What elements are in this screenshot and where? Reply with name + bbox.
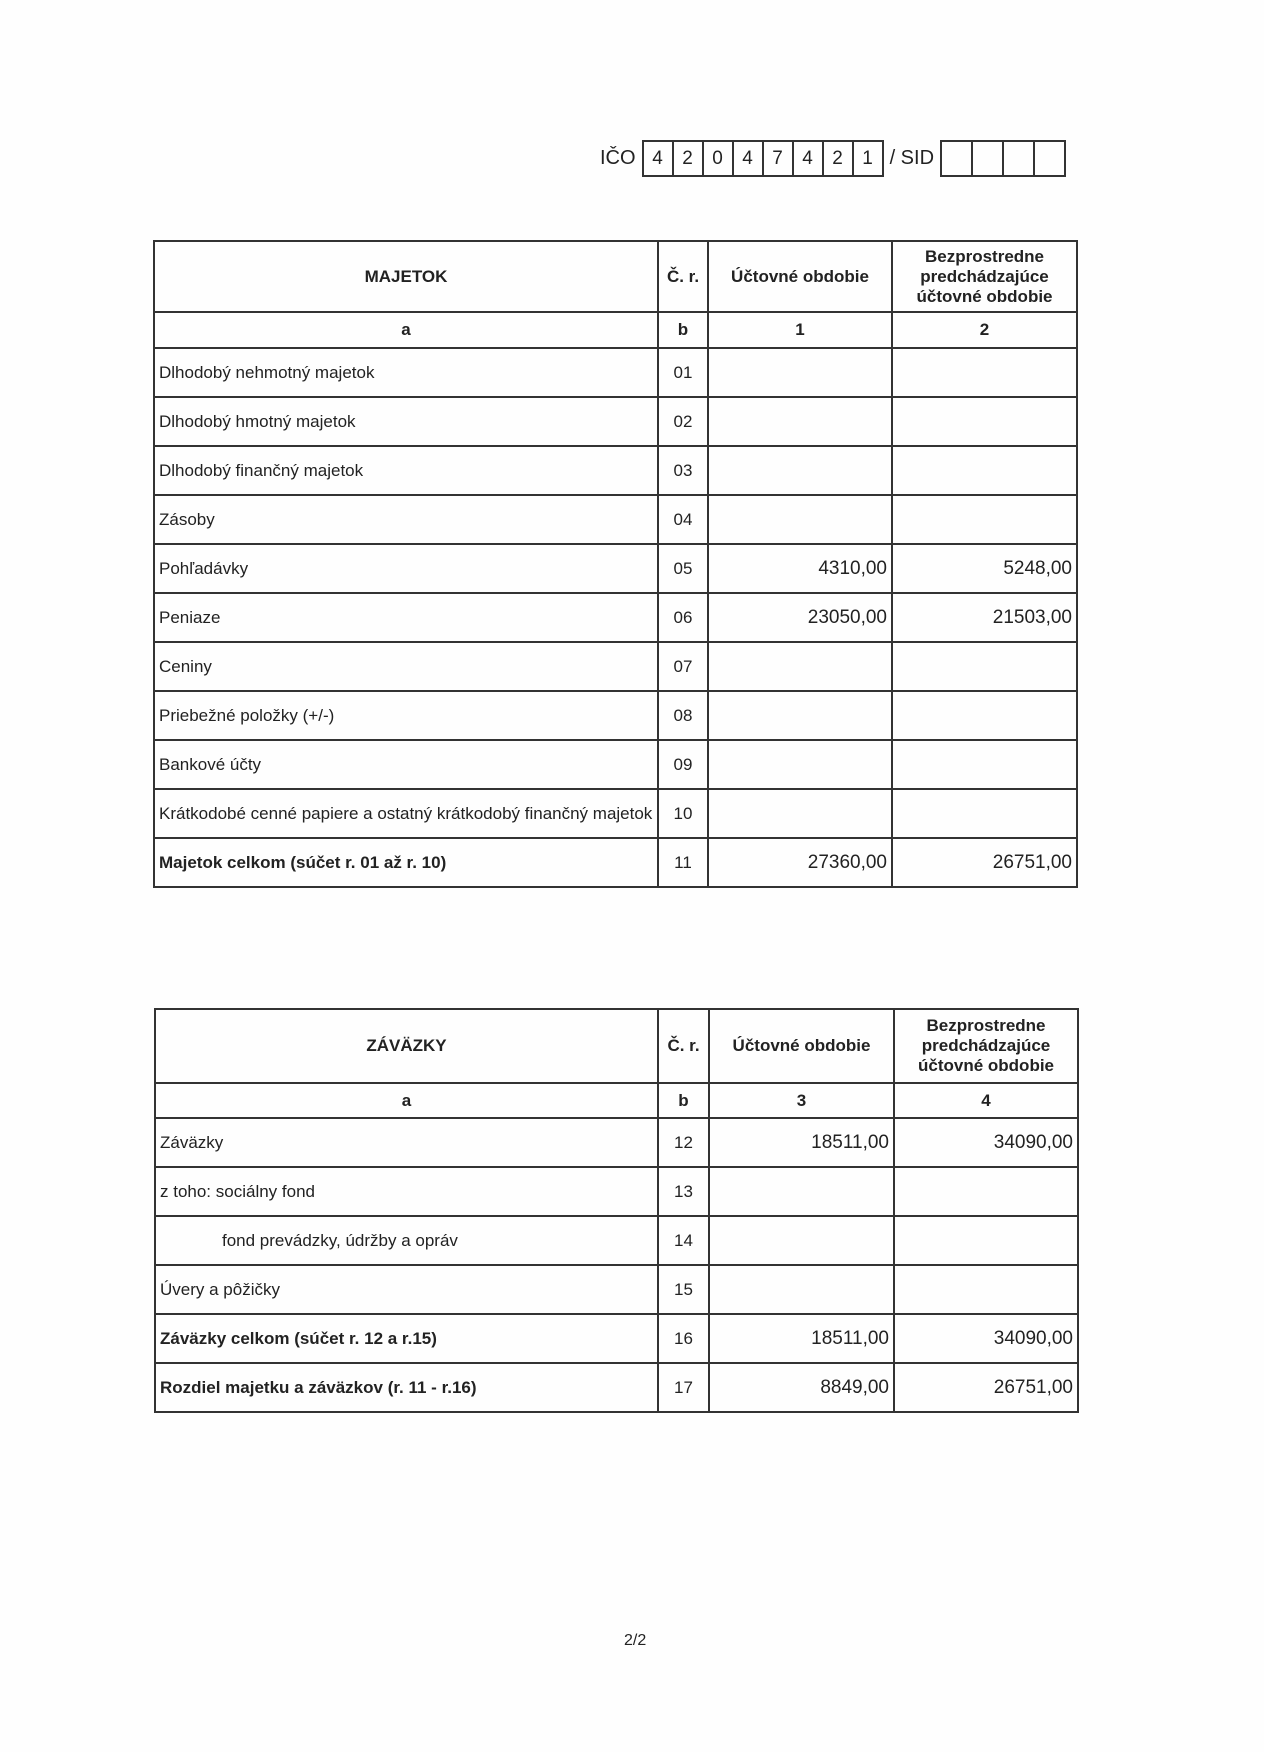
- assets-header-row: [154, 241, 1077, 312]
- current-period-value: [709, 1265, 894, 1314]
- current-period-value: [709, 1167, 894, 1216]
- column-label: b: [658, 312, 708, 348]
- column-label-row: [155, 1083, 1078, 1118]
- table-row: [155, 1265, 1078, 1314]
- previous-period-value: 5248,00: [892, 544, 1077, 593]
- current-period-value: 27360,00: [708, 838, 892, 887]
- table-row: [155, 1314, 1078, 1363]
- row-number: 02: [658, 397, 708, 446]
- ico-digit: 2: [674, 142, 704, 175]
- row-label: Záväzky celkom (súčet r. 12 a r.15): [155, 1314, 658, 1363]
- previous-period-value: 26751,00: [894, 1363, 1078, 1412]
- header-cell: MAJETOK: [154, 241, 658, 312]
- liabilities-table: [154, 1008, 1079, 1413]
- current-period-value: 23050,00: [708, 593, 892, 642]
- row-label: Zásoby: [154, 495, 658, 544]
- sid-digit: [973, 142, 1004, 175]
- table-row: [155, 1118, 1078, 1167]
- row-label: Dlhodobý hmotný majetok: [154, 397, 658, 446]
- row-number: 12: [658, 1118, 709, 1167]
- sid-digit: [942, 142, 973, 175]
- column-label: a: [154, 312, 658, 348]
- liabilities-header-row: [155, 1009, 1078, 1083]
- ico-digit-boxes: [642, 140, 884, 177]
- header-cell: Č. r.: [658, 1009, 709, 1083]
- ico-digit: 1: [862, 147, 873, 169]
- previous-period-value: [892, 446, 1077, 495]
- ico-digit: 4: [644, 142, 674, 175]
- previous-period-value: [892, 642, 1077, 691]
- ico-digit: 0: [704, 142, 734, 175]
- column-label: a: [155, 1083, 658, 1118]
- column-label: b: [658, 1083, 709, 1118]
- previous-period-value: [892, 495, 1077, 544]
- column-label: 1: [708, 312, 892, 348]
- column-label: 4: [894, 1083, 1078, 1118]
- previous-period-value: 34090,00: [894, 1118, 1078, 1167]
- row-label: Ceniny: [154, 642, 658, 691]
- table-row: [154, 593, 1077, 642]
- page-number: 2/2: [624, 1632, 647, 1649]
- header-cell: Bezprostredne predchádzajúce účtovné obdobie: [894, 1009, 1078, 1083]
- previous-period-value: [892, 691, 1077, 740]
- row-number: 11: [658, 838, 708, 887]
- table-row: [154, 446, 1077, 495]
- current-period-value: [708, 397, 892, 446]
- table-row: [154, 838, 1077, 887]
- header-cell: Účtovné obdobie: [709, 1009, 894, 1083]
- previous-period-value: 21503,00: [892, 593, 1077, 642]
- header-cell: ZÁVÄZKY: [155, 1009, 658, 1083]
- row-number: 05: [658, 544, 708, 593]
- ico-label: IČO: [600, 147, 636, 169]
- header-cell: Č. r.: [658, 241, 708, 312]
- ico-digit: 2: [824, 142, 854, 175]
- row-label: Majetok celkom (súčet r. 01 až r. 10): [154, 838, 658, 887]
- sid-label: / SID: [889, 147, 935, 169]
- previous-period-value: [892, 789, 1077, 838]
- row-label: Peniaze: [154, 593, 658, 642]
- row-number: 13: [658, 1167, 709, 1216]
- current-period-value: 18511,00: [709, 1314, 894, 1363]
- row-label: Záväzky: [155, 1118, 658, 1167]
- row-number: 10: [658, 789, 708, 838]
- column-label-row: [154, 312, 1077, 348]
- row-label: Bankové účty: [154, 740, 658, 789]
- table-row: [154, 642, 1077, 691]
- row-label: Krátkodobé cenné papiere a ostatný krátkodobý finančný majetok: [154, 789, 658, 838]
- header-cell: Bezprostredne predchádzajúce účtovné obdobie: [892, 241, 1077, 312]
- table-row: [154, 740, 1077, 789]
- previous-period-value: [892, 397, 1077, 446]
- ico-digit: 7: [764, 142, 794, 175]
- previous-period-value: [892, 348, 1077, 397]
- row-number: 15: [658, 1265, 709, 1314]
- table-row: [154, 691, 1077, 740]
- ico-digit: 4: [794, 142, 824, 175]
- current-period-value: 18511,00: [709, 1118, 894, 1167]
- column-label: 2: [892, 312, 1077, 348]
- row-label: Dlhodobý nehmotný majetok: [154, 348, 658, 397]
- row-label: Pohľadávky: [154, 544, 658, 593]
- ico-field: [600, 140, 1072, 177]
- row-number: 06: [658, 593, 708, 642]
- row-number: 01: [658, 348, 708, 397]
- sid-digit: [1035, 142, 1064, 175]
- current-period-value: [708, 740, 892, 789]
- row-number: 03: [658, 446, 708, 495]
- column-label: 3: [709, 1083, 894, 1118]
- row-number: 07: [658, 642, 708, 691]
- previous-period-value: 26751,00: [892, 838, 1077, 887]
- previous-period-value: [894, 1216, 1078, 1265]
- table-row: [154, 544, 1077, 593]
- current-period-value: [708, 495, 892, 544]
- row-label: Dlhodobý finančný majetok: [154, 446, 658, 495]
- assets-table: [153, 240, 1078, 888]
- current-period-value: 8849,00: [709, 1363, 894, 1412]
- current-period-value: [709, 1216, 894, 1265]
- table-row: [155, 1216, 1078, 1265]
- row-number: 09: [658, 740, 708, 789]
- current-period-value: [708, 446, 892, 495]
- previous-period-value: [894, 1265, 1078, 1314]
- previous-period-value: 34090,00: [894, 1314, 1078, 1363]
- table-row: [155, 1363, 1078, 1412]
- sid-digit: [1004, 142, 1035, 175]
- previous-period-value: [894, 1167, 1078, 1216]
- current-period-value: [708, 691, 892, 740]
- row-label: Úvery a pôžičky: [155, 1265, 658, 1314]
- table-row: [154, 397, 1077, 446]
- table-row: [154, 495, 1077, 544]
- current-period-value: [708, 348, 892, 397]
- table-row: [154, 789, 1077, 838]
- current-period-value: [708, 642, 892, 691]
- row-number: 17: [658, 1363, 709, 1412]
- row-label: fond prevádzky, údržby a opráv: [155, 1216, 658, 1265]
- row-label: Rozdiel majetku a záväzkov (r. 11 - r.16): [155, 1363, 658, 1412]
- row-number: 16: [658, 1314, 709, 1363]
- table-row: [155, 1167, 1078, 1216]
- current-period-value: 4310,00: [708, 544, 892, 593]
- row-number: 14: [658, 1216, 709, 1265]
- table-row: [154, 348, 1077, 397]
- current-period-value: [708, 789, 892, 838]
- row-number: 08: [658, 691, 708, 740]
- sid-digit-boxes: [940, 140, 1066, 177]
- previous-period-value: [892, 740, 1077, 789]
- row-label: Priebežné položky (+/-): [154, 691, 658, 740]
- row-label: z toho: sociálny fond: [155, 1167, 658, 1216]
- ico-digit: 4: [734, 142, 764, 175]
- row-number: 04: [658, 495, 708, 544]
- header-cell: Účtovné obdobie: [708, 241, 892, 312]
